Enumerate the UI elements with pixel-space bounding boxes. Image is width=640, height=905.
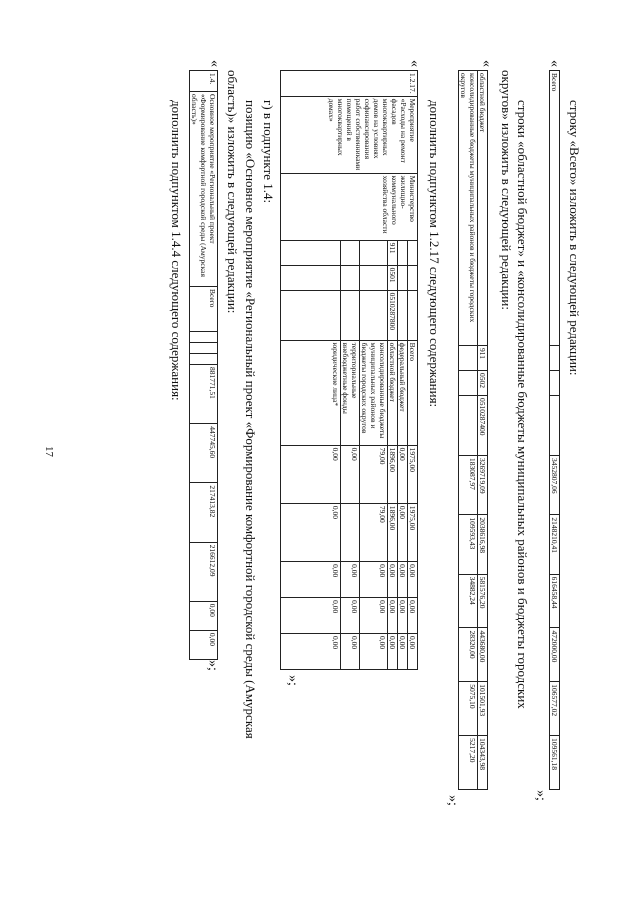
table-total [549,70,560,790]
text-regional-rows-cont: округов» изложить в следующей редакции: [499,70,514,310]
table-row: территориальные внебюджетные фонды 0,00 0,00 0,00 0,00 [341,71,360,670]
text-regional-rows: строки «областной бюджет» и «консолидированные бюджеты муниципальных районов и бюджеты городских [515,100,530,709]
text-position-1-4: позицию «Основное мероприятие «Региональный проект «Формирование комфортной городской среды (Амурская [243,100,258,739]
table-row: юридические лица* 0,00 0,00 0,00 0,00 0,00 [281,71,341,670]
close-quote: »; [285,675,300,686]
cell-value: 472000,00 [550,628,560,682]
table-row: консолидированные бюджеты муниципальных районов и бюджеты городских округов 183087,97 109593,43 34882,24 28320,00 5075,10 5217,20 [459,71,478,790]
close-quote: »; [205,660,220,671]
table-row: 1.2.17. Мероприятие «Расходы на ремонт фасадов многоквартирных домов на условиях софинансирования работ собственниками помещений в многоквартирных домах» Министерство жилищно-коммунального хозяйства области Всего 1975,00 1975,00 0,00 0,00 0,00 [408,71,418,670]
open-quote: « [547,60,562,67]
cell-value: 3452807,06 [550,456,560,515]
cell-value: 616458,44 [550,574,560,628]
table-row: федеральный бюджет 0,00 0,00 0,00 0,00 0,00 [398,71,408,670]
open-quote: « [207,60,222,67]
rotated-page-content [100,60,600,860]
open-quote: « [479,60,494,67]
table-row: областной бюджет 911 0502 0510287400 3269719,09 2038616,98 581576,20 443680,00 101501,93 104343,98 [478,71,488,790]
text-add-1-4-4: дополнить подпунктом 1.4.4 следующего содержания: [169,100,184,401]
table-row: 911 0501 0510287800 областной бюджет 1896,00 1896,00 0,00 0,00 0,00 [388,71,398,670]
table-1-2-17 [280,70,418,670]
table-1-4 [189,70,218,660]
cell-label: Всего [550,71,560,346]
page-number: 17 [43,446,55,457]
text-position-1-4-cont: область)» изложить в следующей редакции: [225,70,240,314]
cell-value: 106577,02 [550,682,560,736]
text-total-row: строку «Всего» изложить в следующей редакции: [567,100,582,376]
close-quote: »; [445,795,460,806]
open-quote: « [407,60,422,67]
cell-value: 2148210,41 [550,515,560,574]
close-quote: »; [533,790,548,801]
cell-value: 109561,18 [550,736,560,790]
text-add-1-2-17: дополнить подпунктом 1.2.17 следующего содержания: [427,100,442,408]
text-subpoint-1-4: г) в подпункте 1.4: [261,100,276,204]
table-row: консолидированные бюджеты муниципальных районов и бюджеты городских округов 79,00 79,00 0,00 0,00 0,00 [360,71,388,670]
table-budgets [458,70,488,790]
table-row: 1.4. Основное мероприятие «Региональный проект «Формирование комфортной городской среды (Амурская область)» Всего 881771,51 447745,60 217413,82 216612,09 0,00 0,00 [190,71,218,660]
table-row [550,71,560,790]
